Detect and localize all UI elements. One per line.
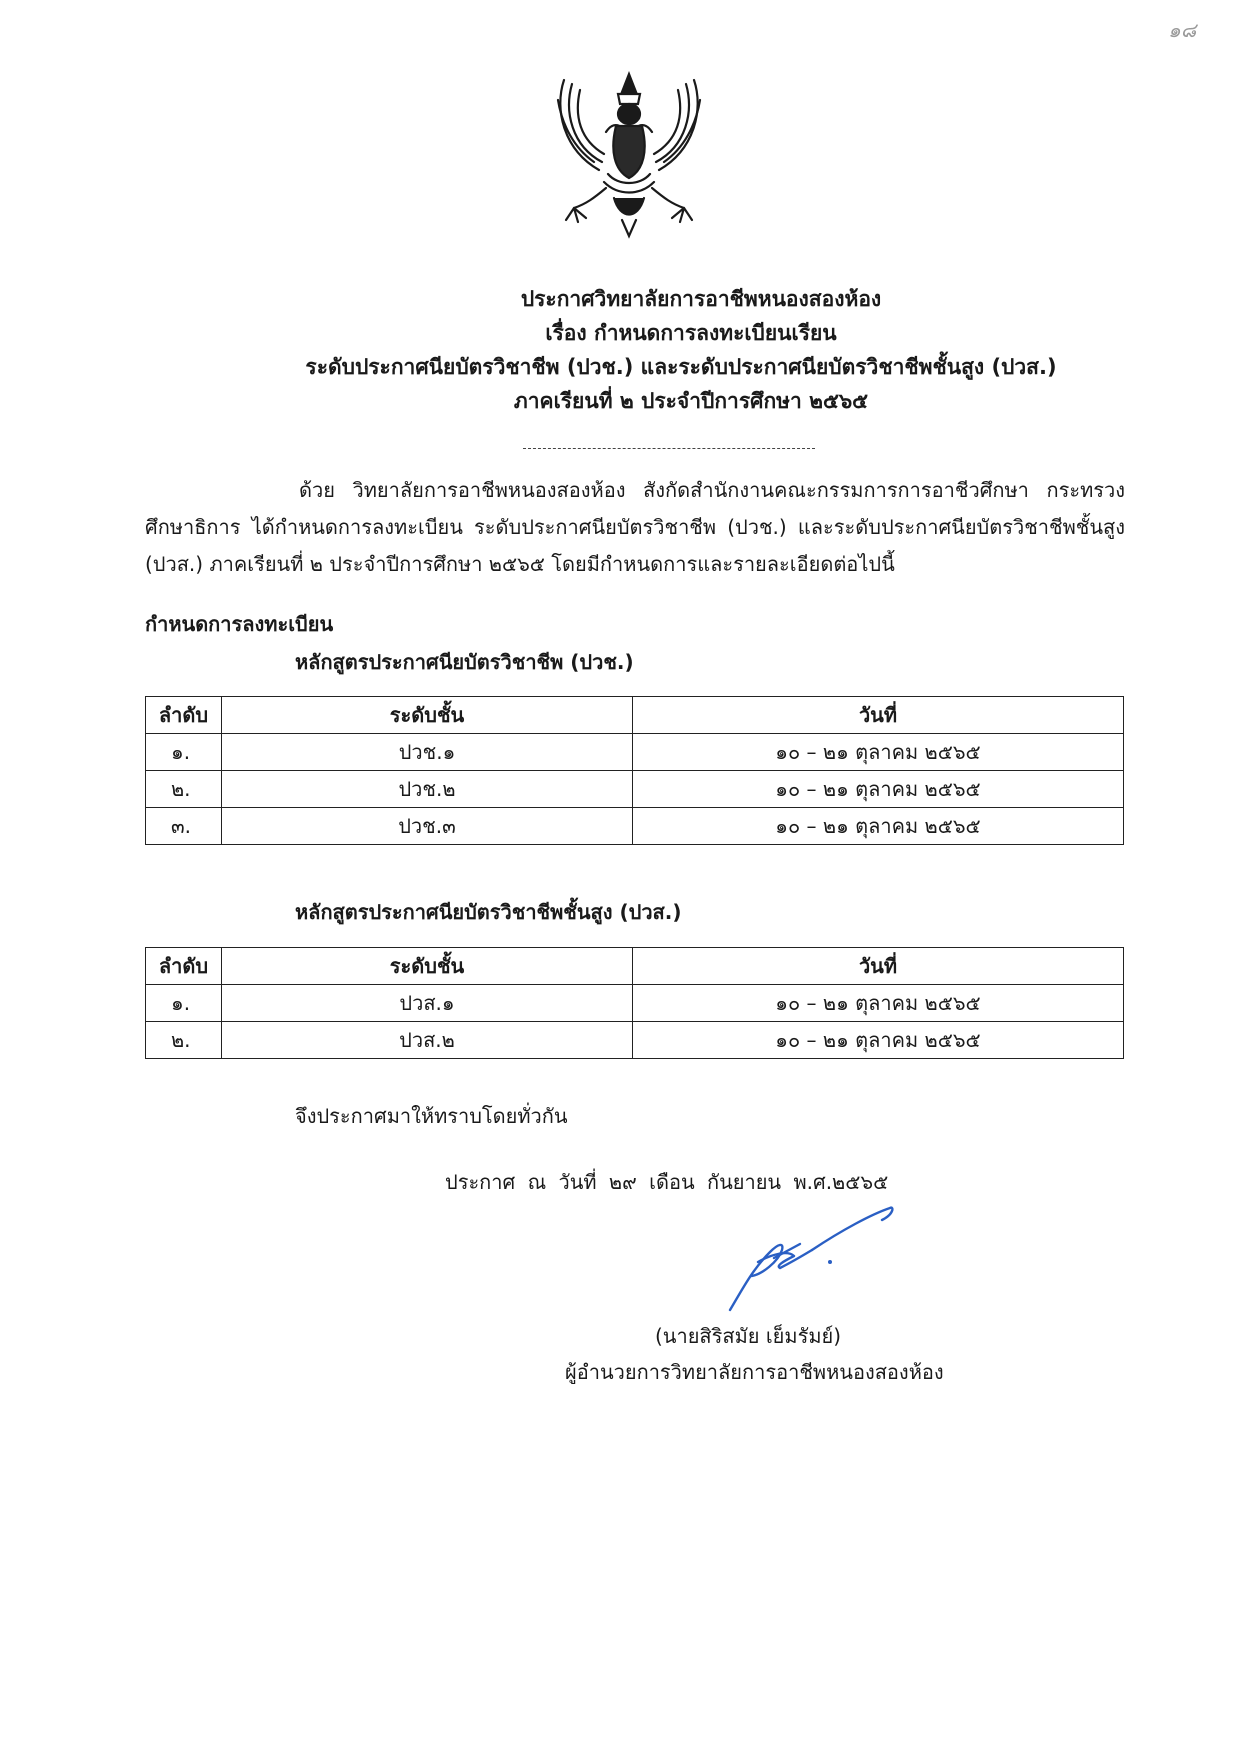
header-date: วันที่ xyxy=(633,948,1124,985)
schedule-table-pvs xyxy=(145,947,1124,1059)
table-row xyxy=(146,1022,1124,1059)
row-no: ๒. xyxy=(146,1022,222,1059)
table-row xyxy=(146,808,1124,845)
row-level: ปวช.๓ xyxy=(222,808,633,845)
course-heading-pvs: หลักสูตรประกาศนียบัตรวิชาชีพชั้นสูง (ปวส.) xyxy=(295,900,682,924)
course-heading-pvc: หลักสูตรประกาศนียบัตรวิชาชีพ (ปวช.) xyxy=(295,650,634,674)
closing-statement: จึงประกาศมาให้ทราบโดยทั่วกัน xyxy=(295,1104,568,1128)
row-date: ๑๐ – ๒๑ ตุลาคม ๒๕๖๕ xyxy=(633,1022,1124,1059)
row-level: ปวช.๑ xyxy=(222,734,633,771)
header-level: ระดับชั้น xyxy=(222,948,633,985)
signer-name: (นายสิริสมัย เย็มรัมย์) xyxy=(655,1324,842,1348)
handwritten-signature-icon xyxy=(722,1200,902,1315)
body-paragraph-text: ด้วย วิทยาลัยการอาชีพหนองสองห้อง สังกัดสำนักงานคณะกรรมการการอาชีวศึกษา กระทรวงศึกษาธิการ ได้กำหนดการลงทะเบียน ระดับประกาศนียบัตรวิชาชีพ (ปวช.) และระดับประกาศนียบัตรวิชาชีพชั้นสูง (ปวส.) ภาคเรียนที่ ๒ ประจำปีการศึกษา ๒๕๖๕ โดยมีกำหนดการและรายละเอียดต่อไปนี้ xyxy=(145,478,1125,576)
row-date: ๑๐ – ๒๑ ตุลาคม ๒๕๖๕ xyxy=(633,808,1124,845)
row-level: ปวส.๑ xyxy=(222,985,633,1022)
row-no: ๓. xyxy=(146,808,222,845)
title-line-1: ประกาศวิทยาลัยการอาชีพหนองสองห้อง xyxy=(520,287,882,311)
row-no: ๒. xyxy=(146,771,222,808)
section-heading: กำหนดการลงทะเบียน xyxy=(145,612,334,636)
row-date: ๑๐ – ๒๑ ตุลาคม ๒๕๖๕ xyxy=(633,734,1124,771)
signer-title: ผู้อำนวยการวิทยาลัยการอาชีพหนองสองห้อง xyxy=(565,1360,944,1384)
title-line-3: ระดับประกาศนียบัตรวิชาชีพ (ปวช.) และระดับประกาศนียบัตรวิชาชีพชั้นสูง (ปวส.) xyxy=(305,355,1057,379)
header-date: วันที่ xyxy=(633,697,1124,734)
announcement-title xyxy=(0,282,1242,418)
row-no: ๑. xyxy=(146,734,222,771)
table-row xyxy=(146,771,1124,808)
row-level: ปวช.๒ xyxy=(222,771,633,808)
title-divider xyxy=(523,448,815,449)
announcement-date: ประกาศ ณ วันที่ ๒๙ เดือน กันยายน พ.ศ.๒๕๖๕ xyxy=(445,1170,889,1194)
schedule-table-pvc xyxy=(145,696,1124,845)
title-line-2: เรื่อง กำหนดการลงทะเบียนเรียน xyxy=(545,321,837,345)
row-date: ๑๐ – ๒๑ ตุลาคม ๒๕๖๕ xyxy=(633,985,1124,1022)
row-level: ปวส.๒ xyxy=(222,1022,633,1059)
garuda-emblem-icon xyxy=(544,70,714,240)
header-no: ลำดับ xyxy=(146,697,222,734)
table-header-row xyxy=(146,697,1124,734)
body-paragraph xyxy=(145,472,1125,583)
table-row xyxy=(146,734,1124,771)
row-no: ๑. xyxy=(146,985,222,1022)
table-row xyxy=(146,985,1124,1022)
header-no: ลำดับ xyxy=(146,948,222,985)
title-line-4: ภาคเรียนที่ ๒ ประจำปีการศึกษา ๒๕๖๕ xyxy=(513,389,869,413)
page-number: ๑๘ xyxy=(1168,18,1197,42)
header-level: ระดับชั้น xyxy=(222,697,633,734)
row-date: ๑๐ – ๒๑ ตุลาคม ๒๕๖๕ xyxy=(633,771,1124,808)
table-header-row xyxy=(146,948,1124,985)
